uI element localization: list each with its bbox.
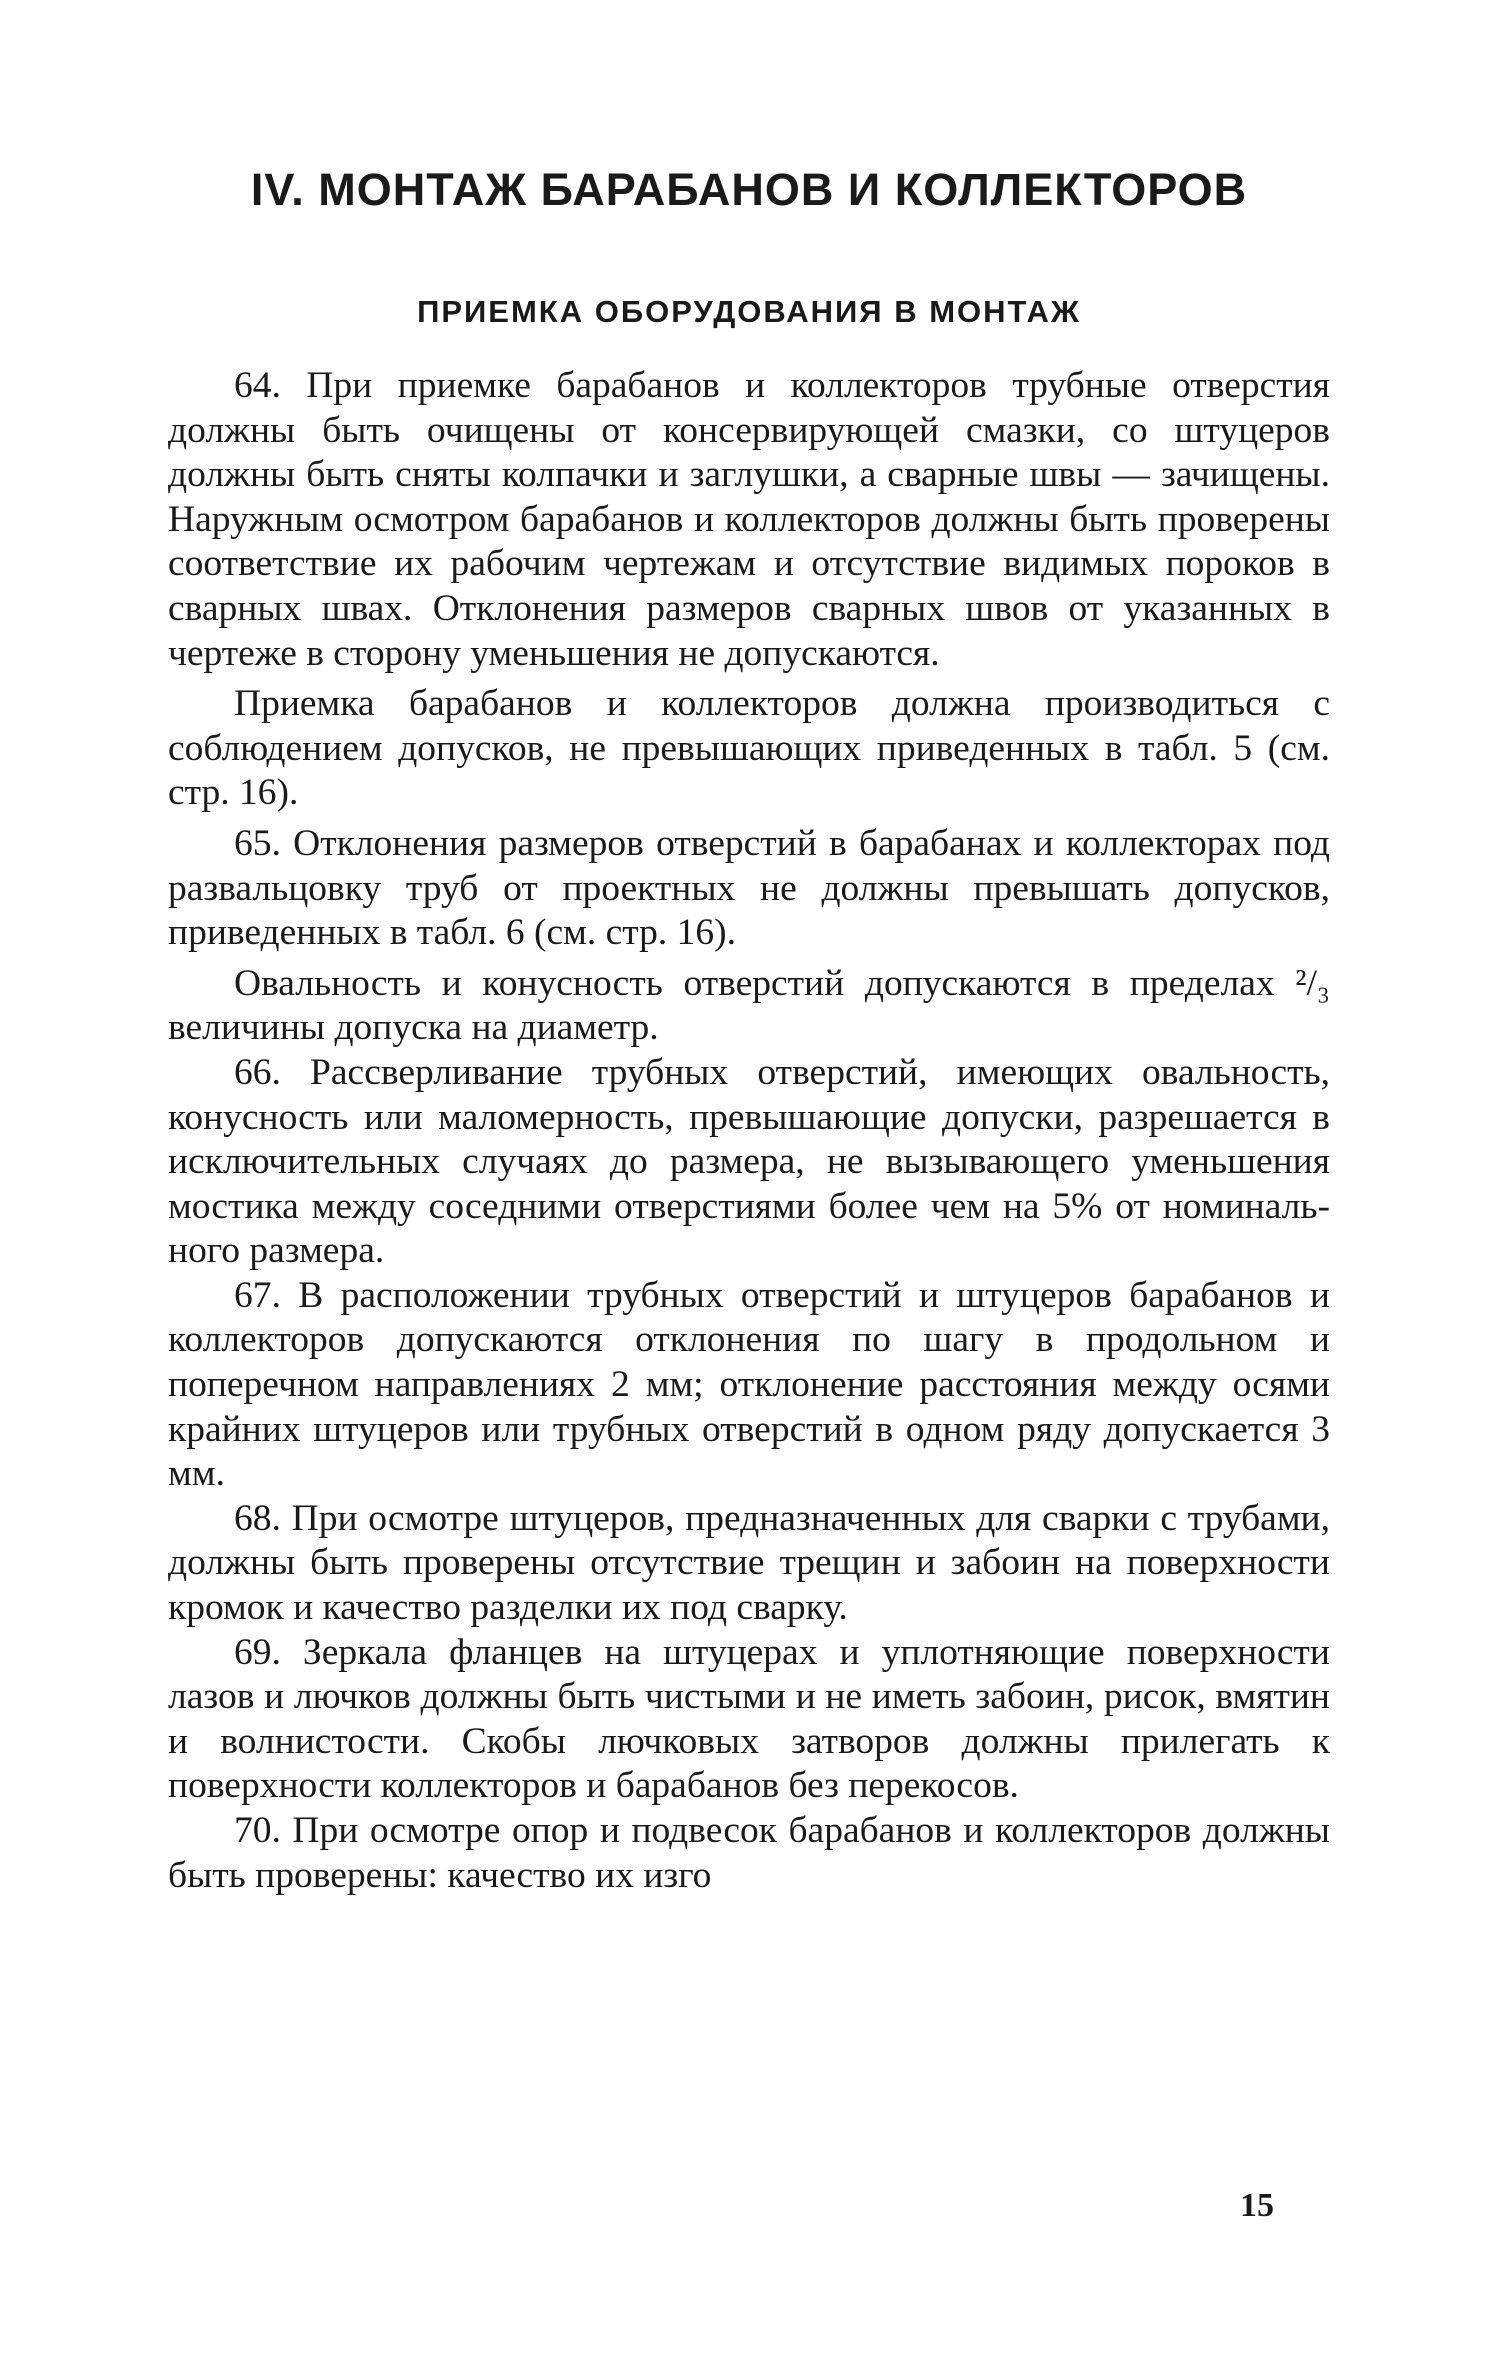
- page-number: 15: [1240, 2187, 1274, 2224]
- paragraph-65-ovality: Овальность и конусность отверстий допускаются в пределах ²/₃ величины допуска на диаметр.: [168, 962, 1330, 1049]
- paragraph-64-acceptance: Приемка барабанов и коллекторов должна производиться с соблюдением допусков, не превышающих приведенных в табл. 5 (см. стр. 16).: [168, 683, 1330, 814]
- page: [168, 160, 1330, 1898]
- section-title: ПРИЕМКА ОБОРУДОВАНИЯ В МОНТАЖ: [417, 294, 1081, 329]
- paragraph-65: 65. Отклонения размеров отверстий в барабанах и коллекторах под развальцовку труб от проектных не должны превышать допусков, приведенных в табл. 6 (см. стр. 16).: [168, 822, 1330, 954]
- paragraph-69: 69. Зеркала фланцев на штуцерах и уплотняющие поверхности лазов и лючков должны быть чистыми и не иметь забоин, рисок, вмятин и волнистости. Скобы лючковых затворов должны прилегать к поверхности коллекторов и барабанов без перекосов.: [168, 1631, 1330, 1807]
- paragraph-70: 70. При осмотре опор и подвесок барабанов и коллекторов должны быть проверены: качество их изго: [168, 1810, 1330, 1896]
- paragraph-67: 67. В расположении трубных отверстий и штуцеров барабанов и коллекторов допускаются отклонения по шагу в продольном и поперечном направлениях 2 мм; отклонение расстояния между осями крайних штуцеров или трубных отверстий в одном ряду допускается 3 мм.: [168, 1274, 1330, 1495]
- paragraph-68: 68. При осмотре штуцеров, предназначенных для сварки с трубами, должны быть проверены отсутствие трещин и забоин на поверхности кромок и качество разделки их под сварку.: [168, 1497, 1330, 1629]
- paragraph-66: 66. Рассверливание трубных отверстий, имеющих овальность, конусность или маломерность, превышающие допуски, разрешается в исключительных случаях до размера, не вызывающего уменьшения мостика между соседними отверстиями более чем на 5% от номинального размера.: [168, 1051, 1330, 1272]
- chapter-title: IV. МОНТАЖ БАРАБАНОВ И КОЛЛЕКТОРОВ: [250, 164, 1248, 215]
- paragraph-64: 64. При приемке барабанов и коллекторов трубные отверстия должны быть очищены от консервирующей смазки, со штуцеров должны быть сняты колпачки и заглушки, а сварные швы — зачищены. Наружным осмотром барабанов и коллекторов должны быть проверены соответствие их рабочим чертежам и отсутствие видимых пороков в сварных швах. Отклонения размеров сварных швов от указанных в чертеже в сторону уменьшения не допускаются.: [168, 365, 1330, 674]
